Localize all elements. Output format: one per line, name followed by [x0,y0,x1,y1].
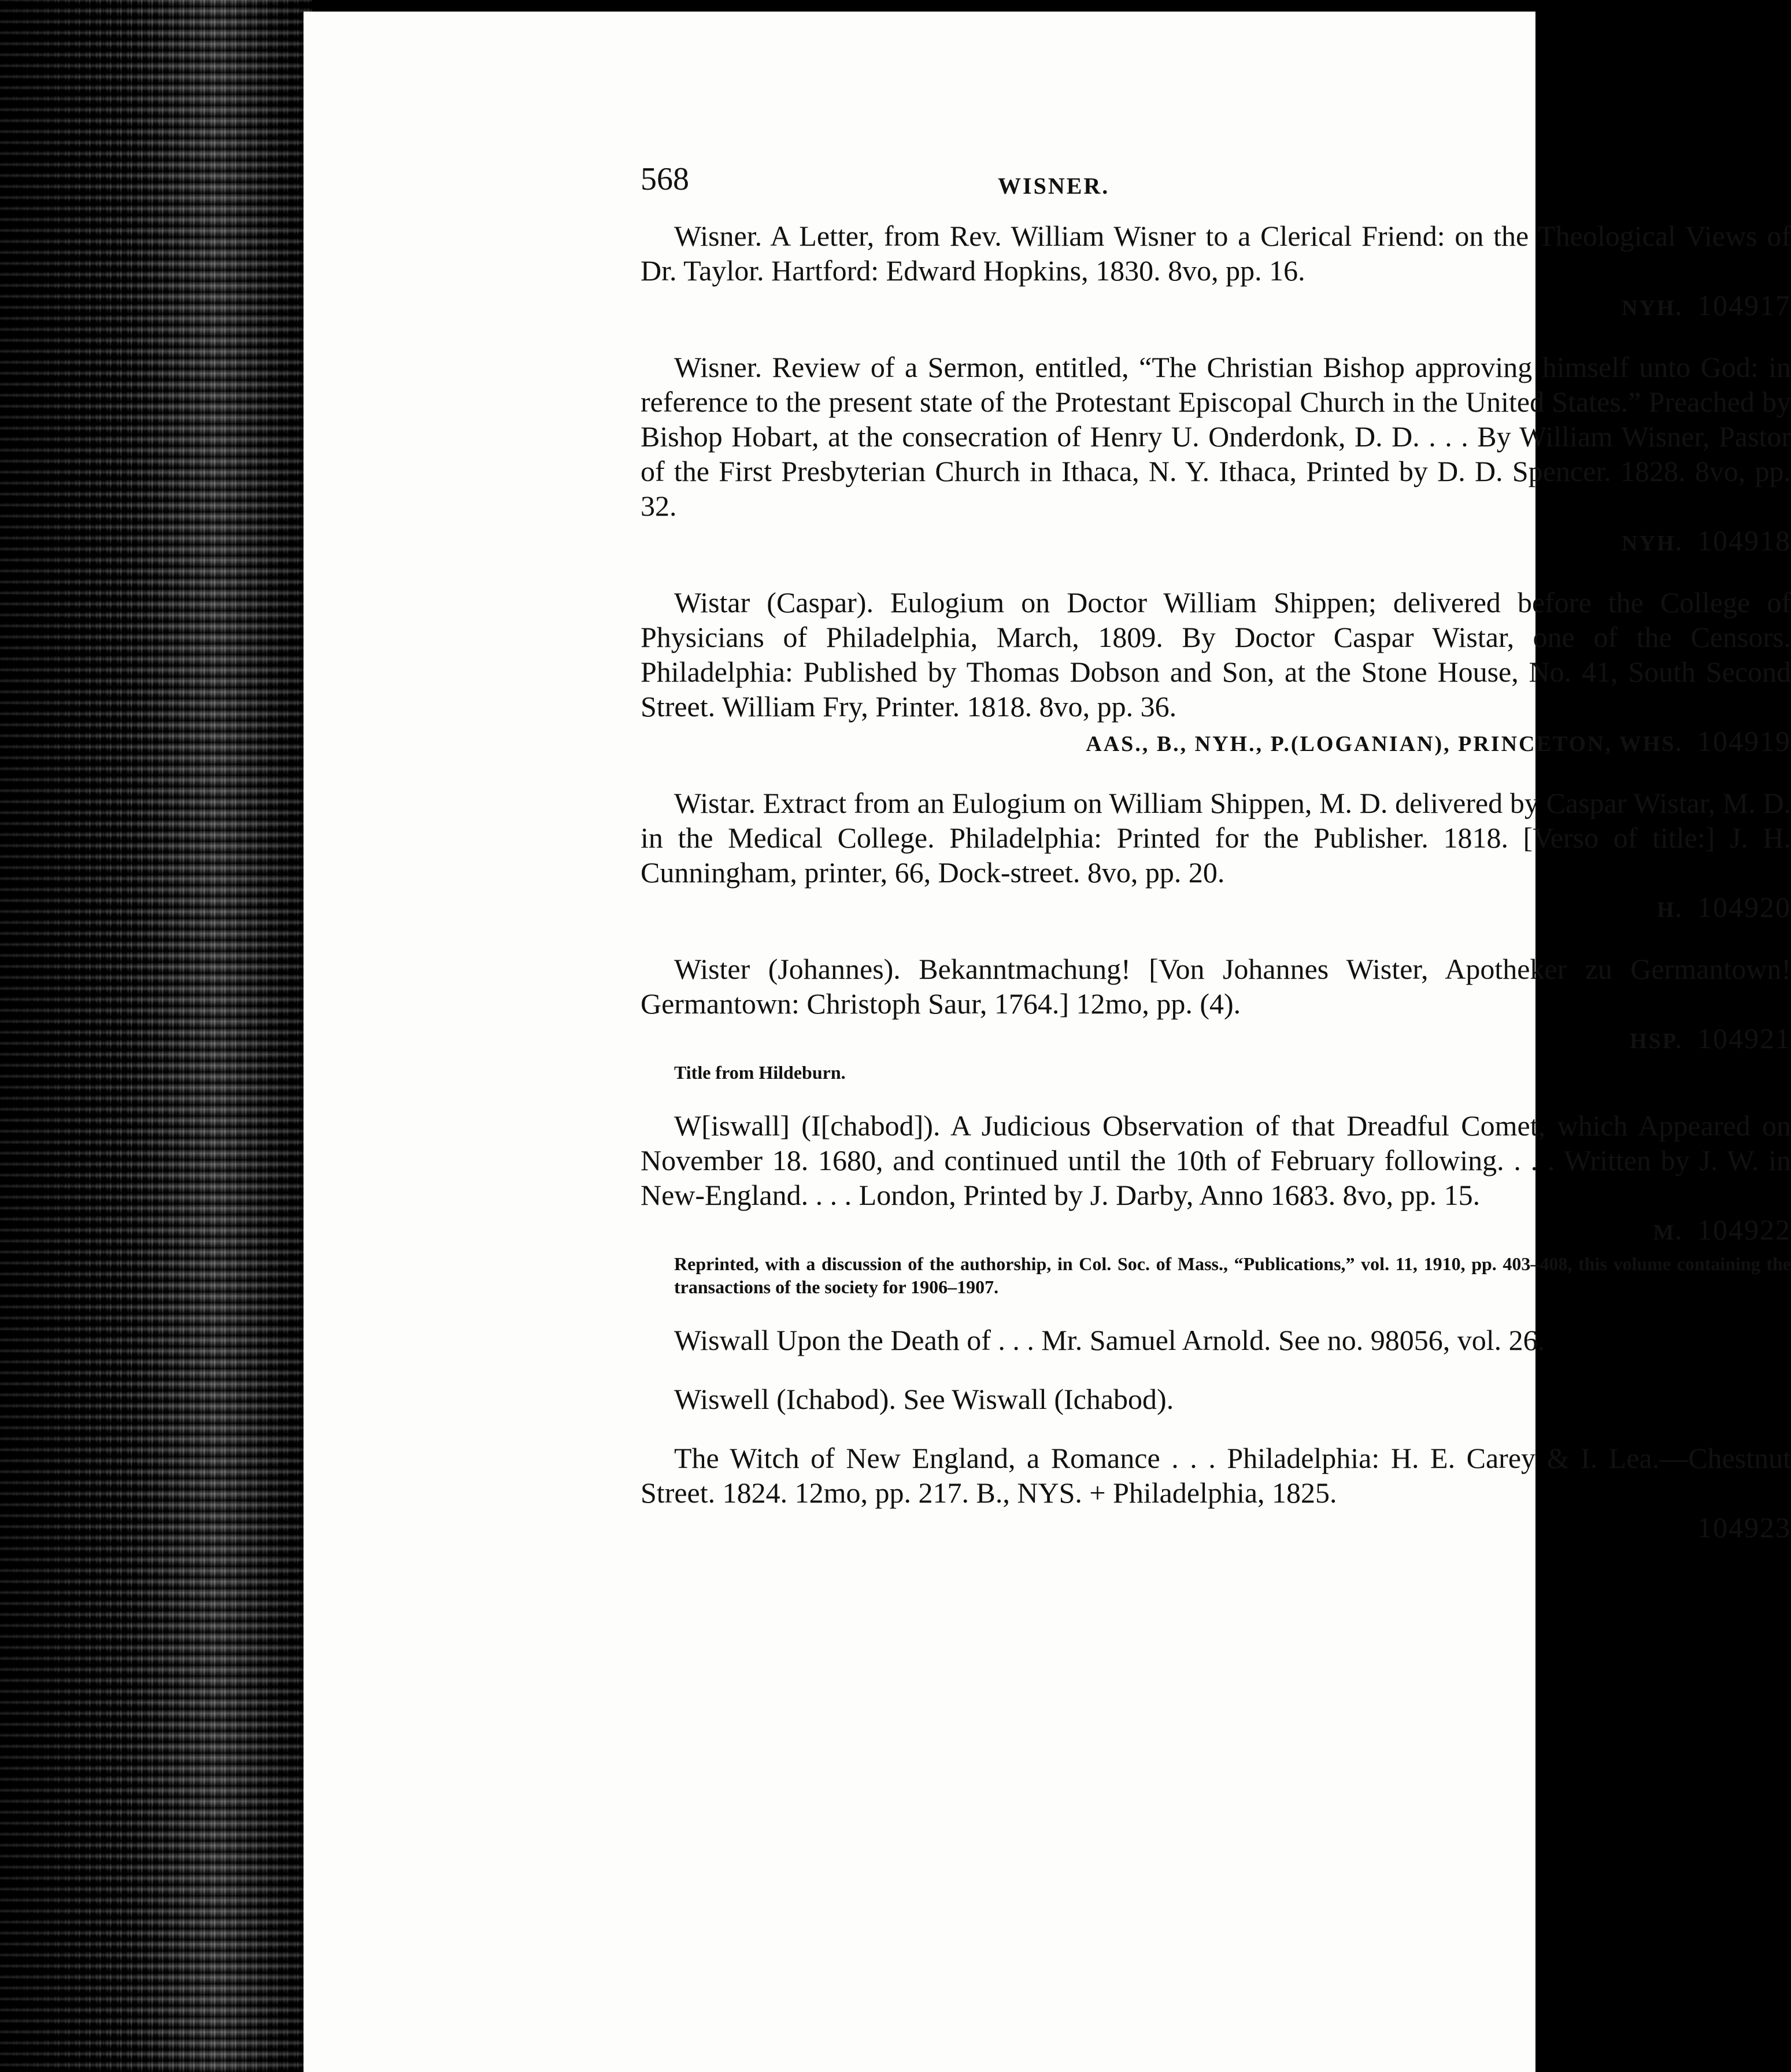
entry-104923 [641,1441,1791,1545]
entry-footer [641,288,1791,325]
entry-number: 104917 [1697,289,1791,321]
entry-text: Wisner. Review of a Sermon, entitled, “The Christian Bishop approving himself unto God: in reference to the present state of the Protestant Episcopal Church in the United States.” Preached by Bishop Hobart, at the consecration of Henry U. Onderdonk, D. D. . . . By William Wisner, Pastor of the First Presbyterian Church in Ithaca, N. Y. Ithaca, Printed by D. D. Spencer. 1828. 8vo, pp. 32. [641,351,1791,522]
running-head: WISNER. [998,173,1110,199]
entry-104917 [641,219,1791,325]
entry-footer [641,724,1791,761]
entry-note: Title from Hildeburn. [674,1062,846,1083]
entry-number: 104921 [1697,1022,1791,1054]
entry-footer [641,523,1791,561]
entry-104919 [641,585,1791,761]
entry-text: W[iswall] (I[chabod]). A Judicious Observation of that Dreadful Comet, which Appeared on November 18. 1680, and continued until the 10th of February following. . . . Written by J. W. in New-England. . . . London, Printed by J. Darby, Anno 1683. 8vo, pp. 15. [641,1109,1791,1211]
entry-104920 [641,786,1791,927]
entry-104922 [641,1108,1791,1298]
entry-text: Wiswell (Ichabod). See Wiswall (Ichabod). [674,1383,1174,1415]
entry-wiswell-cross-ref [641,1382,1791,1416]
entry-104918 [641,350,1791,561]
running-header [330,161,1446,201]
entry-footer [641,1212,1791,1250]
entry-number: 104918 [1697,524,1791,557]
entry-note: Reprinted, with a discussion of the authorship, in Col. Soc. of Mass., “Publications,” vol. 11, 1910, pp. 403–408, this volume containing the transactions of the society for 1906–1907. [674,1253,1791,1297]
entry-locations: NYH. [1622,296,1683,320]
entry-text: Wisner. A Letter, from Rev. William Wisner to a Clerical Friend: on the Theological Views of Dr. Taylor. Hartford: Edward Hopkins, 1830. 8vo, pp. 16. [641,220,1791,287]
entry-text: Wister (Johannes). Bekanntmachung! [Von Johannes Wister, Apotheker zu Germantown! Germantown: Christoph Saur, 1764.] 12mo, pp. (4). [641,953,1791,1020]
entry-locations: NYH. [1622,531,1683,556]
entry-number: 104922 [1697,1213,1791,1246]
entry-104921 [641,952,1791,1084]
entry-locations: HSP. [1630,1029,1683,1053]
entry-wiswall-cross-ref [641,1323,1791,1357]
entry-text: Wiswall Upon the Death of . . . Mr. Samuel Arnold. See no. 98056, vol. 26. [674,1324,1545,1356]
entry-text: Wistar. Extract from an Eulogium on William Shippen, M. D. delivered by Caspar Wistar, M. D. in the Medical College. Philadelphia: Printed for the Publisher. 1818. [Verso of title:] J. H. Cunningham, printer, 66, Dock-street. 8vo, pp. 20. [641,787,1791,889]
page-number: 568 [641,161,689,197]
entry-locations: M. [1653,1220,1683,1245]
entry-text: Wistar (Caspar). Eulogium on Doctor William Shippen; delivered before the College of Physicians of Philadelphia, March, 1809. By Doctor Caspar Wistar, one of the Censors. Philadelphia: Published by Thomas Dobson and Son, at the Stone House, No. 41, South Second Street. William Fry, Printer. 1818. 8vo, pp. 36. [641,586,1791,723]
entry-number: 104919 [1697,725,1791,757]
entry-footer [641,1510,1791,1545]
entry-locations: H. [1656,898,1683,922]
entry-number: 104920 [1697,891,1791,923]
scanned-page-edge [0,0,312,2072]
entry-locations: AAS., B., NYH., P.(LOGANIAN), PRINCETON, WHS. [1086,732,1683,756]
entry-text: The Witch of New England, a Romance . . . Philadelphia: H. E. Carey & I. Lea.—Chestnut Street. 1824. 12mo, pp. 217. B., NYS. + Philadelphia, 1825. [641,1442,1791,1509]
entry-number: 104923 [1697,1511,1791,1544]
entry-footer [641,890,1791,927]
page-content [330,161,1791,1569]
entry-footer [641,1021,1791,1059]
